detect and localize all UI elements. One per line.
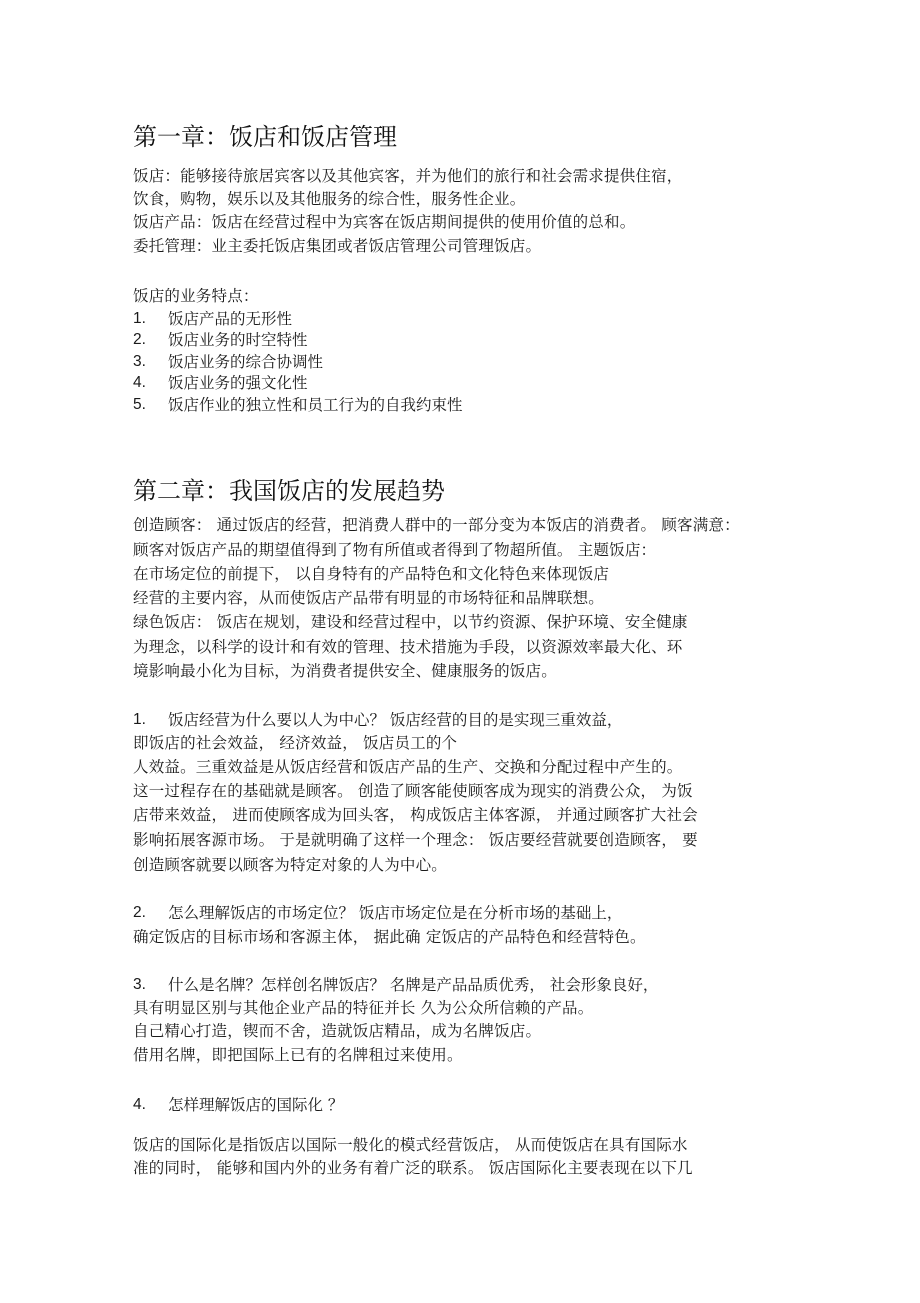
answer-line: 饭店的国际化是指饭店以国际一般化的模式经营饭店， 从而使饭店在具有国际水	[133, 1136, 688, 1154]
answer-line: 具有明显区别与其他企业产品的特征并长 久为公众所信赖的产品。	[133, 999, 594, 1017]
definition-line: 在市场定位的前提下， 以自身特有的产品特色和文化特色来体现饭店	[133, 565, 610, 583]
question-text: 怎样理解饭店的国际化 ？	[168, 1096, 344, 1114]
paragraph-line: 饭店产品：饭店在经营过程中为宾客在饭店期间提供的使用价值的总和。	[133, 213, 636, 231]
answer-line: 店带来效益， 进而使顾客成为回头客， 构成饭店主体客源， 并通过顾客扩大社会	[133, 806, 698, 824]
list-item: 饭店作业的独立性和员工行为的自我约束性	[168, 396, 463, 414]
question-number: 2.	[133, 904, 146, 921]
answer-line: 创造顾客就要以顾客为特定对象的人为中心。	[133, 856, 448, 874]
answer-line: 人效益。三重效益是从饭店经营和饭店产品的生产、交换和分配过程中产生的。	[133, 758, 683, 776]
question-text: 什么是名牌？怎样创名牌饭店？ 名牌是产品品质优秀， 社会形象良好，	[168, 976, 659, 994]
list-item: 饭店业务的强文化性	[168, 374, 308, 392]
question-text: 饭店经营为什么要以人为中心？ 饭店经营的目的是实现三重效益，	[168, 711, 623, 729]
definition-line: 经营的主要内容，从而使饭店产品带有明显的市场特征和品牌联想。	[133, 589, 605, 607]
list-item: 饭店业务的时空特性	[168, 331, 308, 349]
answer-line: 这一过程存在的基础就是顾客。 创造了顾客能使顾客成为现实的消费公众， 为饭	[133, 782, 693, 800]
list-number: 5.	[133, 396, 146, 413]
chapter-1-title: 第一章：饭店和饭店管理	[133, 123, 397, 151]
answer-line: 借用名牌，即把国际上已有的名牌租过来使用。	[133, 1046, 463, 1064]
features-heading: 饭店的业务特点：	[133, 287, 259, 305]
list-number: 2.	[133, 331, 146, 348]
question-number: 1.	[133, 711, 146, 728]
question-number: 3.	[133, 976, 146, 993]
definition-line: 创造顾客： 通过饭店的经营，把消费人群中的一部分变为本饭店的消费者。 顾客满意：	[133, 516, 740, 534]
chapter-2-title: 第二章：我国饭店的发展趋势	[133, 477, 445, 505]
list-number: 3.	[133, 353, 146, 370]
question-text: 怎么理解饭店的市场定位？ 饭店市场定位是在分析市场的基础上，	[168, 904, 623, 922]
definition-line: 顾客对饭店产品的期望值得到了物有所值或者得到了物超所值。 主题饭店：	[133, 541, 657, 559]
list-item: 饭店业务的综合协调性	[168, 353, 324, 371]
list-number: 1.	[133, 310, 146, 327]
answer-line: 自己精心打造，锲而不舍，造就饭店精品，成为名牌饭店。	[133, 1022, 542, 1040]
paragraph-line: 委托管理：业主委托饭店集团或者饭店管理公司管理饭店。	[133, 237, 542, 255]
answer-line: 即饭店的社会效益， 经济效益， 饭店员工的个	[133, 734, 458, 752]
paragraph-line: 饮食，购物，娱乐以及其他服务的综合性，服务性企业。	[133, 190, 526, 208]
list-item: 饭店产品的无形性	[168, 310, 293, 328]
paragraph-line: 饭店：能够接待旅居宾客以及其他宾客，并为他们的旅行和社会需求提供住宿，	[133, 167, 683, 185]
list-number: 4.	[133, 374, 146, 391]
answer-line: 确定饭店的目标市场和客源主体， 据此确 定饭店的产品特色和经营特色。	[133, 928, 646, 946]
question-number: 4.	[133, 1096, 146, 1113]
answer-line: 准的同时， 能够和国内外的业务有着广泛的联系。 饭店国际化主要表现在以下几	[133, 1159, 693, 1177]
definition-line: 境影响最小化为目标，为消费者提供安全、健康服务的饭店。	[133, 662, 557, 680]
definition-line: 为理念，以科学的设计和有效的管理、技术措施为手段，以资源效率最大化、环	[133, 638, 683, 656]
answer-line: 影响拓展客源市场。 于是就明确了这样一个理念： 饭店要经营就要创造顾客， 要	[133, 831, 698, 849]
definition-line: 绿色饭店： 饭店在规划，建设和经营过程中，以节约资源、保护环境、安全健康	[133, 613, 688, 631]
